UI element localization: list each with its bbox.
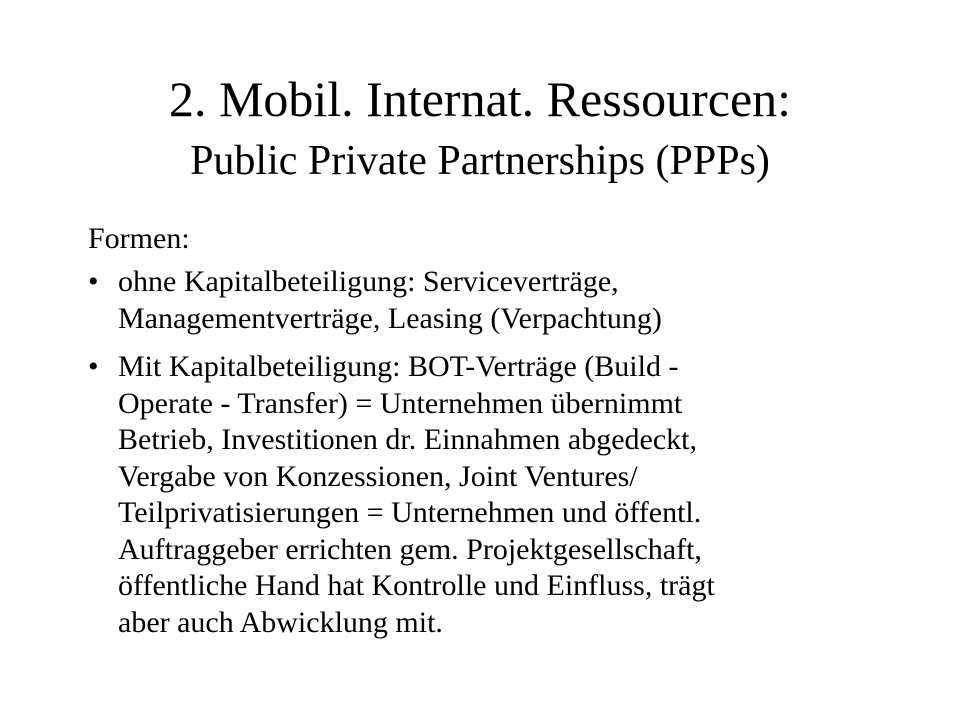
bullet-item <box>88 264 888 337</box>
bullet-text-line: Managementverträge, Leasing (Verpachtung) <box>118 301 662 335</box>
bullet-text-line: Mit Kapitalbeteiligung: BOT-Verträge (Build - <box>118 350 679 383</box>
slide-subtitle: Public Private Partnerships (PPPs) <box>190 138 770 184</box>
bullet-text-line: Vergabe von Konzessionen, Joint Ventures/ <box>118 459 638 493</box>
bullet-text-line: ohne Kapitalbeteiligung: Serviceverträge, <box>118 265 619 298</box>
bullet-item <box>88 349 888 641</box>
bullet-text-line: Auftraggeber errichten gem. Projektgesellschaft, <box>118 532 702 566</box>
bullet-text-line: Operate - Transfer) = Unternehmen übernimmt <box>118 386 683 420</box>
bullet-list <box>88 264 888 653</box>
bullet-icon: • <box>88 350 99 383</box>
bullet-text-line: öffentliche Hand hat Kontrolle und Einfluss, trägt <box>118 569 715 602</box>
bullet-text-line: Teilprivatisierungen = Unternehmen und öffentl. <box>118 496 702 529</box>
intro-label: Formen: <box>88 222 190 255</box>
bullet-text-line: Betrieb, Investitionen dr. Einnahmen abgedeckt, <box>118 423 697 456</box>
bullet-icon: • <box>88 265 99 298</box>
slide-title: 2. Mobil. Internat. Ressourcen: <box>168 71 792 127</box>
bullet-text-line: aber auch Abwicklung mit. <box>118 605 443 639</box>
